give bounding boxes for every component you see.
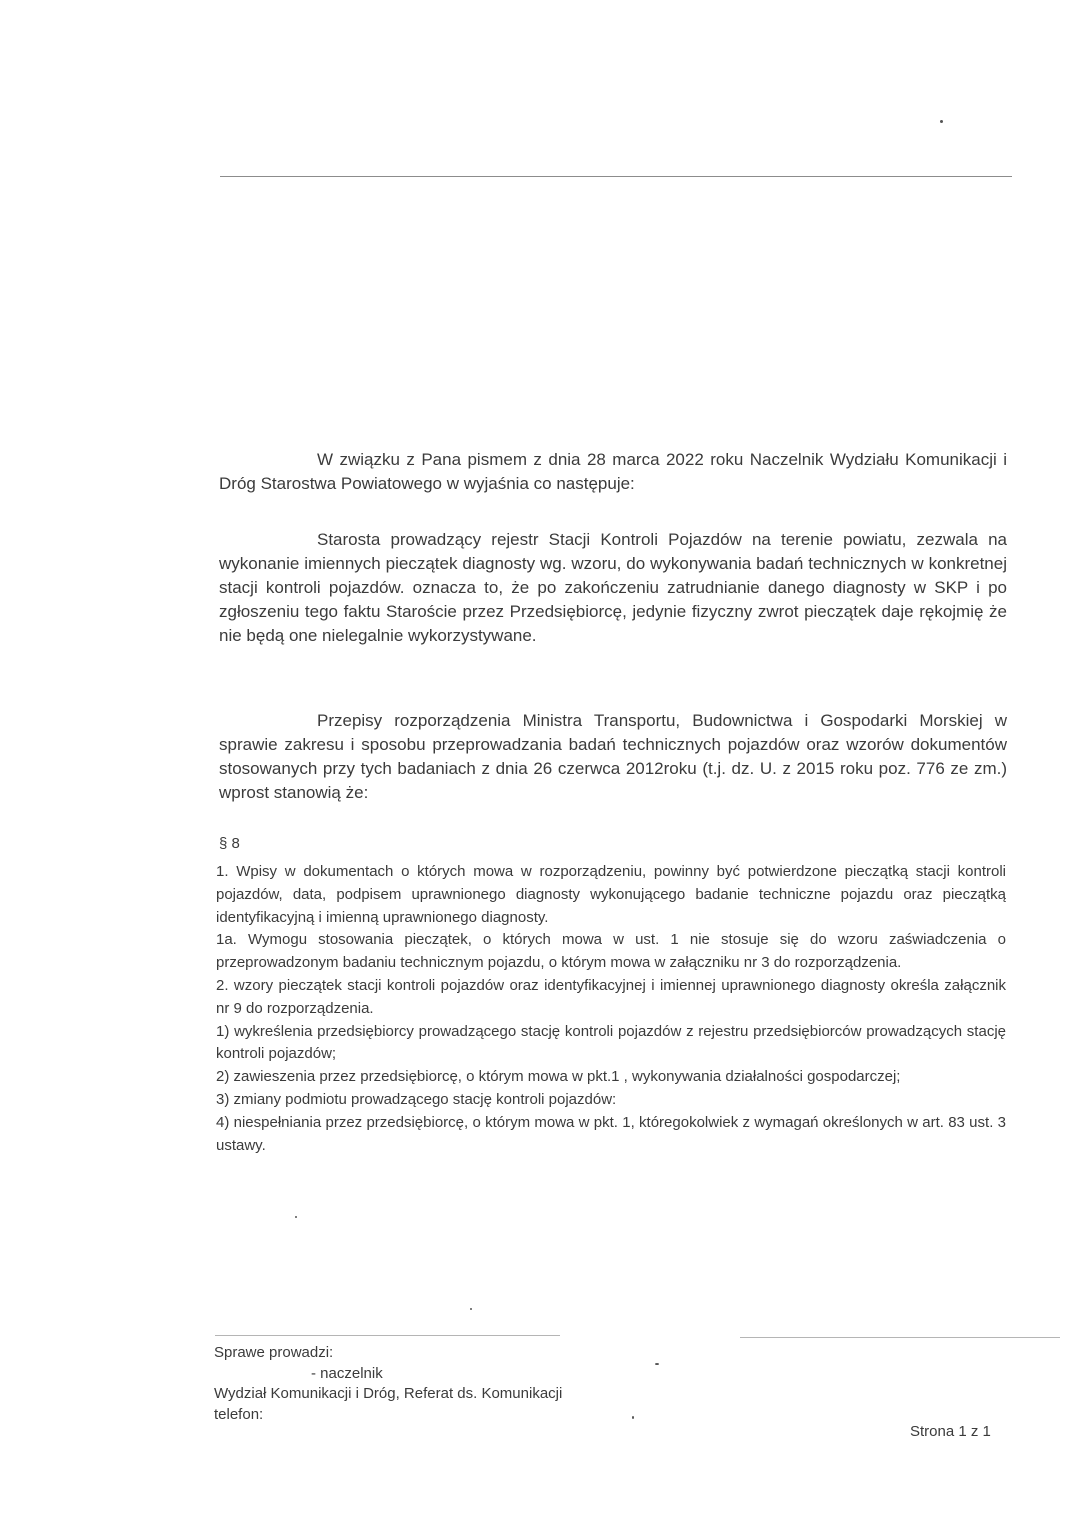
letter-paragraph-1 xyxy=(219,528,1007,648)
letter-paragraph-1-text: Starosta prowadzący rejestr Stacji Kontroli Pojazdów na terenie powiatu, zezwala na wykonanie imiennych pieczątek diagnosty wg. wzoru, do wykonywania badań technicznych w konkretnej stacji kontroli pojazdów. oznacza to, że po zakończeniu zatrudnianie danego diagnosty w SKP i po zgłoszeniu tego faktu Staroście przez Przedsiębiorcę, jedynie fizyczny zwrot pieczątek daje rękojmię że nie będą one nielegalnie wykorzystywane. xyxy=(219,530,1007,645)
scan-speck xyxy=(940,120,943,123)
regulation-item: 2) zawieszenia przez przedsiębiorcę, o którym mowa w pkt.1 , wykonywania działalności gospodarczej; xyxy=(216,1068,901,1086)
letter-paragraph-2-text: Przepisy rozporządzenia Ministra Transportu, Budownictwa i Gospodarki Morskiej w sprawie zakresu i sposobu przeprowadzania badań technicznych pojazdów oraz wzorów dokumentów stosowanych przy tych badaniach z dnia 26 czerwca 2012roku (t.j. dz. U. z 2015 roku poz. 776 ze zm.) wprost stanowią że: xyxy=(219,711,1007,802)
regulation-item: 1) wykreślenia przedsiębiorcy prowadzącego stację kontroli pojazdów z rejestru przedsiębiorców prowadzących stację kontroli pojazdów; xyxy=(216,1022,1006,1063)
letter-paragraph-2 xyxy=(219,709,1007,805)
phone-label: telefon: xyxy=(214,1405,264,1423)
scan-speck xyxy=(470,1308,472,1310)
letter-intro xyxy=(219,448,1007,496)
footer-divider-left xyxy=(215,1335,560,1336)
letter-intro-text: W związku z Pana pismem z dnia 28 marca 2022 roku Naczelnik Wydziału Komunikacji i Dróg Starostwa Powiatowego w wyjaśnia co następuje: xyxy=(219,450,1007,493)
scan-speck xyxy=(655,1363,659,1365)
department-name: Wydział Komunikacji i Dróg, Referat ds. Komunikacji xyxy=(214,1385,563,1402)
regulation-item: 3) zmiany podmiotu prowadzącego stację kontroli pojazdów: xyxy=(216,1090,617,1108)
regulation-item: 2. wzory pieczątek stacji kontroli pojazdów oraz identyfikacyjnej i imiennej uprawnionego diagnosty określa załącznik nr 9 do rozporządzenia. xyxy=(216,976,1006,1017)
regulation-section-number: § 8 xyxy=(219,835,240,852)
handled-by-label: Sprawe prowadzi: xyxy=(214,1344,334,1361)
header-divider xyxy=(220,176,1012,177)
regulation-item: 1a. Wymogu stosowania pieczątek, o których mowa w ust. 1 nie stosuje się do wzoru zaświadczenia o przeprowadzonym badaniu technicznym pojazdu, o którym mowa w załączniku nr 3 do rozporządzenia. xyxy=(216,931,1006,972)
footer-divider-right xyxy=(740,1337,1060,1338)
regulation-item: 1. Wpisy w dokumentach o których mowa w rozporządzeniu, powinny być potwierdzone pieczątką stacji kontroli pojazdów, data, podpisem uprawnionego diagnosty wykonującego badanie techniczne pojazdu oraz pieczątką identyfikacyjną i imienną uprawnionego diagnosty. xyxy=(216,863,1006,926)
regulation-item: 4) niespełniania przez przedsiębiorcę, o którym mowa w pkt. 1, któregokolwiek z wymagań określonych w art. 83 ust. 3 ustawy. xyxy=(216,1113,1006,1154)
scan-speck xyxy=(632,1416,634,1419)
page-number: Strona 1 z 1 xyxy=(910,1423,991,1440)
scan-speck xyxy=(295,1216,297,1218)
footer-contact xyxy=(214,1343,562,1425)
handled-by-role: - naczelnik xyxy=(311,1364,383,1382)
regulation-text xyxy=(216,861,1006,1157)
